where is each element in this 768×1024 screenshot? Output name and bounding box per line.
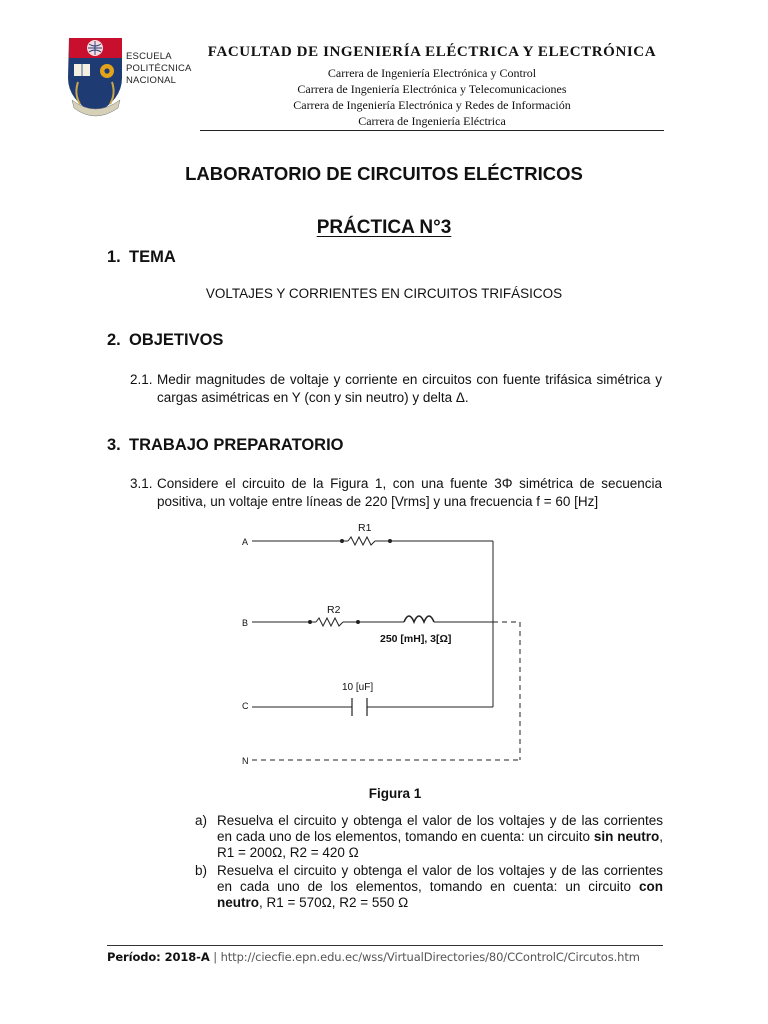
tema-body: VOLTAJES Y CORRIENTES EN CIRCUITOS TRIFÁSICOS [205,286,563,301]
career-line: Carrera de Ingeniería Electrónica y Control [327,66,537,80]
section-title: OBJETIVOS [129,331,224,349]
item-text-part: Resuelva el circuito y obtenga el valor de los voltajes y de las corrientes en cada uno de los elementos, tomando en cuenta: un circuito [217,863,663,894]
footer-url-link[interactable]: http://ciecfie.epn.edu.ec/wss/VirtualDirectories/80/CControlC/Circutos.htm [220,950,640,964]
item-text-bold: con neutro [217,879,663,910]
objective-item [130,371,662,407]
section-tema-heading [107,248,176,267]
practice-title-text: PRÁCTICA N°3 [316,217,452,238]
figure-caption: Figura 1 [368,786,422,801]
inductor [404,616,434,622]
item-text-part: , R1 = 570Ω, R2 = 550 Ω [259,895,409,910]
item-number: 2.1. [130,372,153,387]
node-label-a: A [242,537,249,547]
item-text-part: , R1 = 200Ω, R2 = 420 Ω [217,829,663,860]
section-trabajo-heading [107,436,344,455]
item-text-bold: sin neutro [593,829,660,844]
capacitor-label: 10 [uF] [342,682,374,693]
practice-title [0,217,768,239]
item-label: a) [195,813,208,828]
node-label-n: N [242,756,249,766]
inductor-label: 250 [mH], 3[Ω] [380,633,452,645]
logo-line: POLITÉCNICA [126,63,192,74]
item-text-part: Considere el circuito de la [157,476,331,491]
resistor-r1 [348,537,375,545]
node-label-c: C [242,701,249,711]
preparatory-item [130,475,662,511]
page-header [200,44,664,129]
section-title: TRABAJO PREPARATORIO [129,436,344,454]
item-text [217,863,663,911]
logo-wordmark [126,51,192,87]
item-text [157,475,662,511]
item-text: Medir magnitudes de voltaje y corriente en circuitos con fuente trifásica simétrica y cargas asimétricas en Y (con y sin neutro) y delta Δ. [157,372,662,405]
item-label: b) [195,863,208,878]
logo-line: NACIONAL [126,75,177,86]
question-item-a [195,813,663,861]
lab-title: LABORATORIO DE CIRCUITOS ELÉCTRICOS [185,163,583,184]
item-text-part: Resuelva el circuito y obtenga el valor de los voltajes y de las corrientes en cada uno de los elementos, tomando en cuenta: un circuito [217,813,663,844]
section-number: 2. [107,331,121,349]
footer-divider [107,945,663,946]
section-title: TEMA [129,248,176,266]
section-objetivos-heading [107,331,223,350]
career-line: Carrera de Ingeniería Electrónica y Redes de Información [293,98,571,112]
resistor-r2 [316,618,343,626]
career-line: Carrera de Ingeniería Eléctrica [358,114,506,128]
footer-separator: | [209,950,221,964]
r2-label: R2 [327,604,341,616]
section-number: 3. [107,436,121,454]
item-number: 3.1. [130,476,153,491]
page-footer [107,950,640,964]
circuit-diagram [236,518,536,770]
footer-period: Período: 2018-A [107,950,210,964]
question-item-b [195,863,663,911]
career-line: Carrera de Ingeniería Electrónica y Telecomunicaciones [297,82,567,96]
logo-line: ESCUELA [126,51,172,62]
faculty-name: FACULTAD DE INGENIERÍA ELÉCTRICA Y ELECTRÓNICA [207,44,657,60]
figure-reference-link[interactable]: Figura 1 [330,476,383,491]
item-text [217,813,663,861]
section-number: 1. [107,248,121,266]
item-text-part: , con una fuente 3Φ simétrica de secuencia positiva, un voltaje entre líneas de 220 [Vrms] y una frecuencia f = 60 [Hz] [157,476,663,509]
r1-label: R1 [358,522,372,534]
header-divider [200,130,664,131]
node-label-b: B [242,618,249,628]
